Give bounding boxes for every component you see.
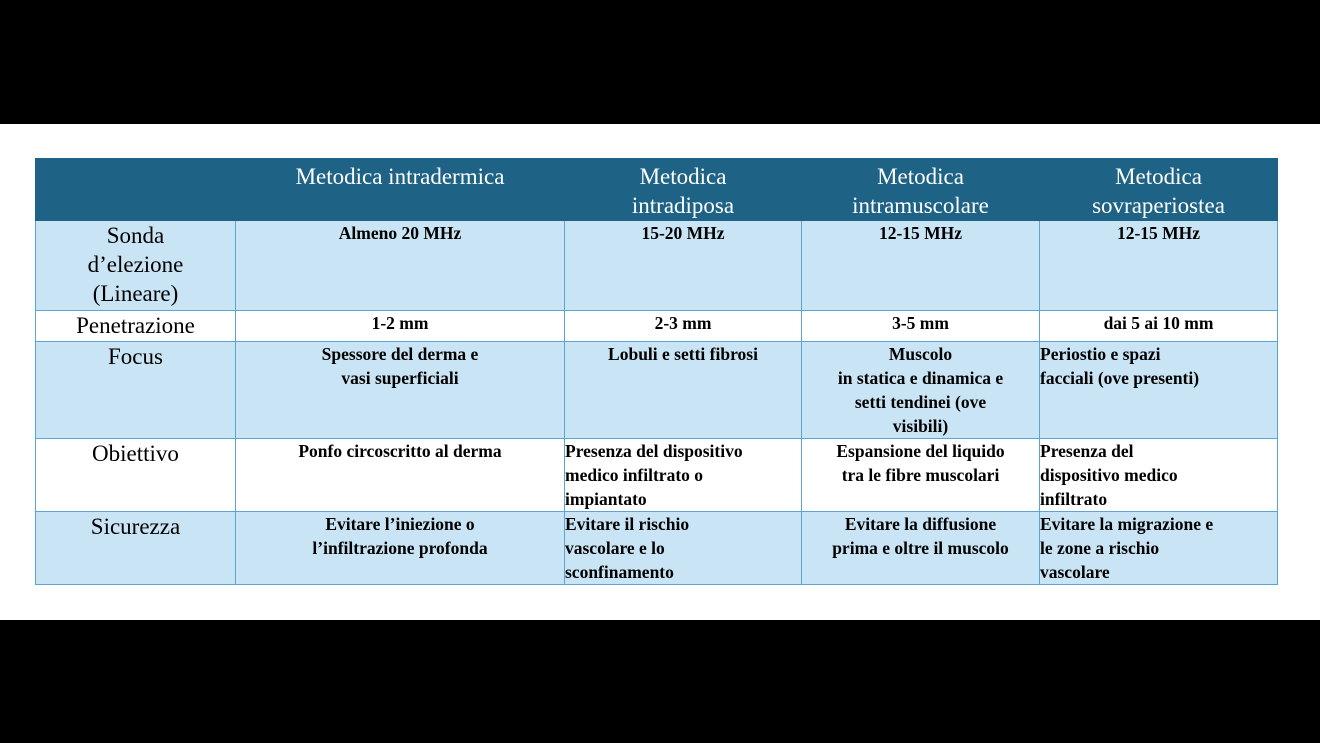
cell-focus-intradermica [236, 342, 565, 439]
header-intradermica [236, 159, 565, 221]
row-label-line: Obiettivo [92, 441, 179, 466]
cell-focus-intradiposa [565, 342, 802, 439]
cell-obiettivo-intramuscolare [802, 439, 1040, 512]
cell-sicurezza-intradermica [236, 512, 565, 585]
cell-text: le zone a rischio [1040, 538, 1160, 558]
comparison-table [35, 158, 1278, 585]
cell-text: Evitare la diffusione [844, 514, 997, 534]
cell-focus-sovraperiostea [1040, 342, 1278, 439]
cell-text: Lobuli e setti fibrosi [608, 344, 758, 364]
row-label-line: Penetrazione [76, 313, 195, 338]
header-label: Metodica intradermica [295, 164, 505, 189]
row-label-line: Focus [108, 344, 163, 369]
table-row-obiettivo [36, 439, 1278, 512]
cell-penetrazione-intradiposa [565, 311, 802, 342]
cell-text: 2-3 mm [654, 313, 712, 333]
cell-text: impiantato [565, 489, 647, 509]
row-label-penetrazione [36, 311, 236, 342]
header-corner-cell [36, 159, 236, 221]
cell-text: l’infiltrazione profonda [312, 538, 488, 558]
row-label-focus [36, 342, 236, 439]
cell-penetrazione-intramuscolare [802, 311, 1040, 342]
cell-penetrazione-sovraperiostea [1040, 311, 1278, 342]
cell-text: 15-20 MHz [641, 223, 725, 243]
row-label-line: d’elezione [87, 252, 184, 277]
cell-sonda-intradiposa [565, 221, 802, 311]
cell-text: 12-15 MHz [1116, 223, 1201, 243]
cell-text: medico infiltrato o [565, 465, 704, 485]
cell-text: visibili) [892, 416, 949, 436]
cell-text: sconfinamento [565, 562, 674, 582]
cell-text: Almeno 20 MHz [338, 223, 462, 243]
header-intramuscolare [802, 159, 1040, 221]
table-row-penetrazione [36, 311, 1278, 342]
cell-text: vascolare [1040, 562, 1110, 582]
row-label-obiettivo [36, 439, 236, 512]
cell-text: Spessore del derma e [321, 344, 479, 364]
cell-text: prima e oltre il muscolo [832, 538, 1009, 558]
row-label-sonda [36, 221, 236, 311]
cell-text: 12-15 MHz [878, 223, 963, 243]
header-label: Metodica intradiposa [631, 164, 735, 218]
cell-sicurezza-intradiposa [565, 512, 802, 585]
cell-text: Presenza del [1040, 441, 1134, 461]
cell-text: Evitare l’iniezione o [325, 514, 475, 534]
cell-text: setti tendinei (ove [854, 392, 987, 412]
header-label: Metodica sovraperiostea [1092, 164, 1225, 218]
row-label-sicurezza [36, 512, 236, 585]
cell-sonda-intramuscolare [802, 221, 1040, 311]
cell-text: Evitare il rischio [565, 514, 690, 534]
row-label-line: (Lineare) [92, 281, 179, 306]
cell-text: facciali (ove presenti) [1040, 368, 1200, 388]
header-label: Metodica intramuscolare [852, 164, 989, 218]
cell-obiettivo-intradiposa [565, 439, 802, 512]
slide [0, 124, 1320, 620]
row-label-line: Sonda [106, 223, 165, 248]
row-label-line: Sicurezza [90, 514, 181, 539]
cell-text: Espansione del liquido [836, 441, 1005, 461]
cell-penetrazione-intradermica [236, 311, 565, 342]
cell-text: vasi superficiali [341, 368, 459, 388]
cell-text: 3-5 mm [892, 313, 949, 333]
cell-focus-intramuscolare [802, 342, 1040, 439]
cell-text: tra le fibre muscolari [841, 465, 1000, 485]
table-row-sicurezza [36, 512, 1278, 585]
cell-text: in statica e dinamica e [837, 368, 1004, 388]
cell-sonda-intradermica [236, 221, 565, 311]
cell-text: Presenza del dispositivo [565, 441, 743, 461]
cell-sonda-sovraperiostea [1040, 221, 1278, 311]
cell-text: Periostio e spazi [1040, 344, 1161, 364]
header-intradiposa [565, 159, 802, 221]
cell-text: Muscolo [888, 344, 953, 364]
table-row-focus [36, 342, 1278, 439]
cell-sicurezza-sovraperiostea [1040, 512, 1278, 585]
cell-text: Evitare la migrazione e [1040, 514, 1214, 534]
cell-text: infiltrato [1040, 489, 1108, 509]
cell-text: dai 5 ai 10 mm [1103, 313, 1214, 333]
header-sovraperiostea [1040, 159, 1278, 221]
cell-text: dispositivo medico [1040, 465, 1178, 485]
cell-sicurezza-intramuscolare [802, 512, 1040, 585]
table-row-sonda [36, 221, 1278, 311]
cell-obiettivo-intradermica [236, 439, 565, 512]
cell-text: vascolare e lo [565, 538, 665, 558]
table-header-row [36, 159, 1278, 221]
cell-obiettivo-sovraperiostea [1040, 439, 1278, 512]
cell-text: Ponfo circoscritto al derma [298, 441, 502, 461]
cell-text: 1-2 mm [371, 313, 429, 333]
